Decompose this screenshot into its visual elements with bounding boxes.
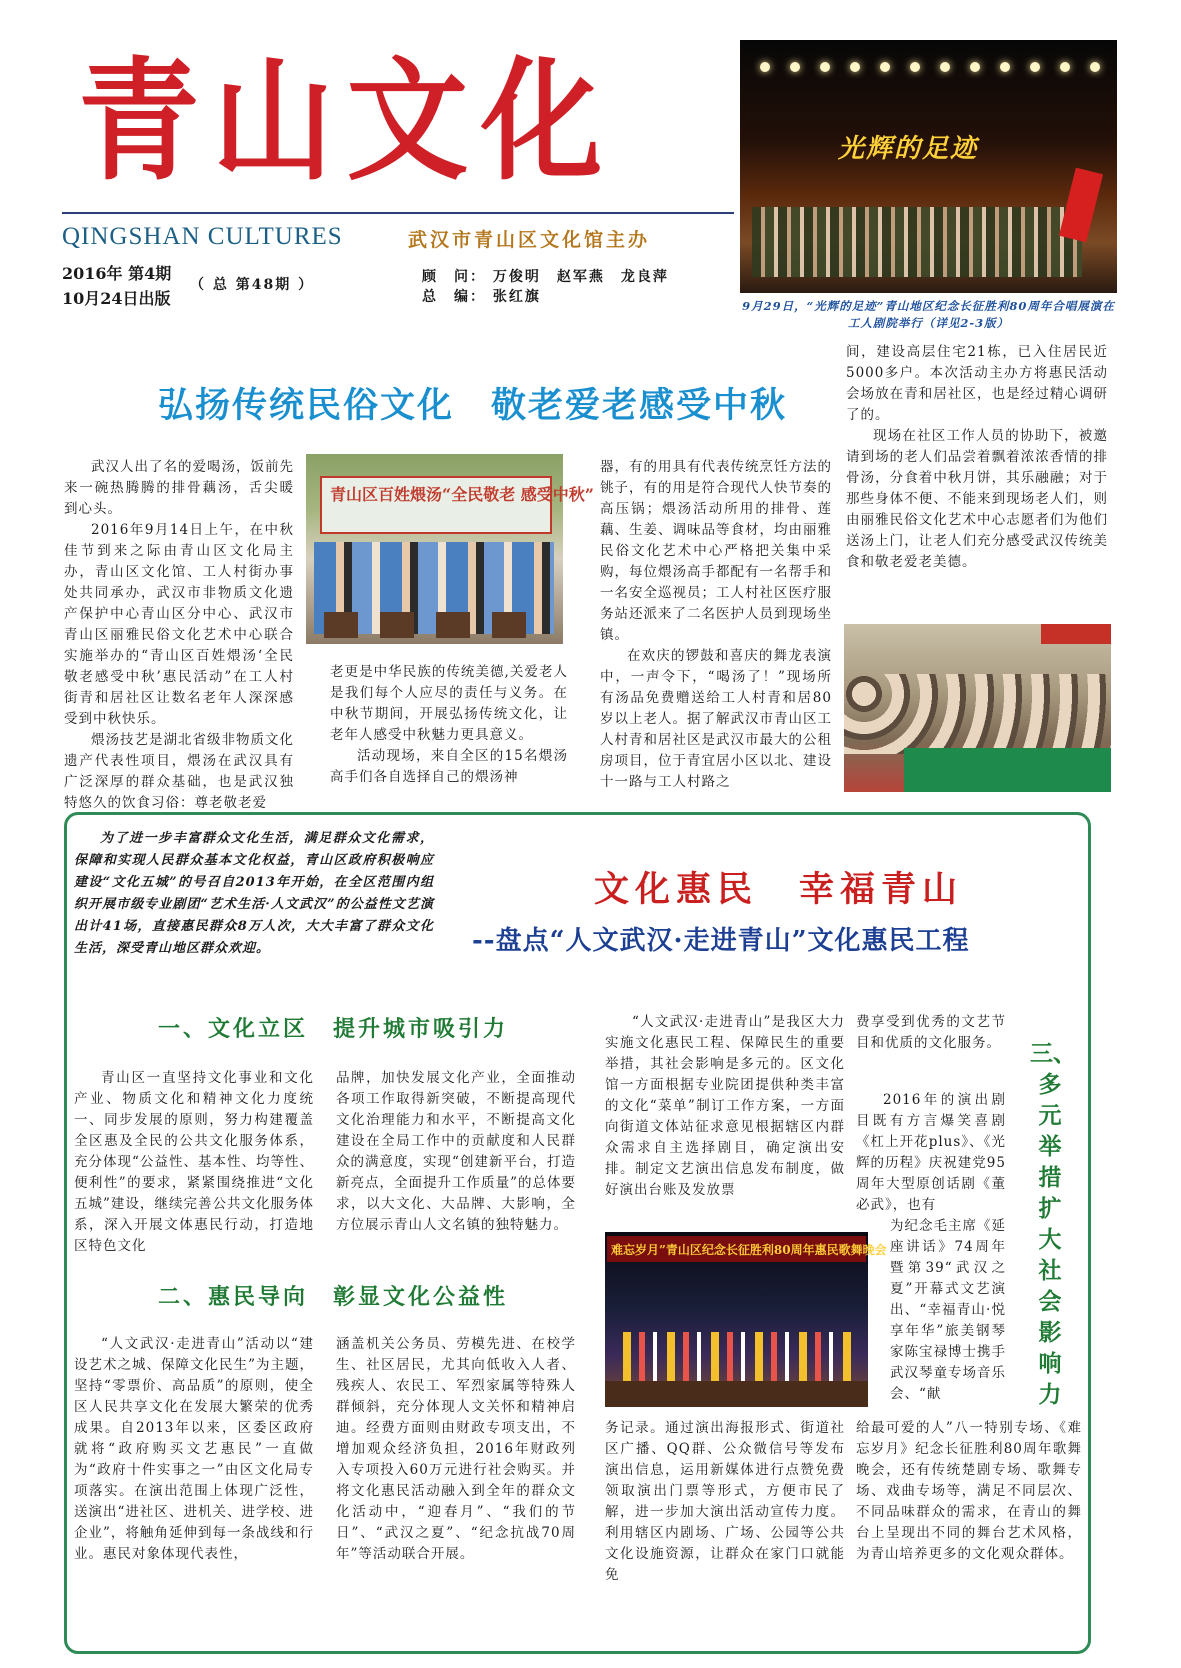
paragraph: 现场在社区工作人员的协助下，被邀请到场的老人们品尝着飘着浓浓香情的排骨汤，分食着中秋月饼，其乐融融；对于那些身体不便、不能来到现场老人们，则由丽雅民俗文化艺术中心志愿者们为他们送汤上门，让老人们充分感受武汉传统美食和敬老爱老美德。	[846, 428, 1108, 570]
dance-photo-banner: 难忘岁月”青山区纪念长征胜利80周年惠民歌舞晚会	[607, 1236, 866, 1262]
stage-photo	[740, 40, 1117, 293]
table	[904, 748, 1111, 792]
section3-col-d-bottom	[856, 1418, 1082, 1565]
paragraph: “人文武汉·走进青山”是我区大力实施文化惠民工程、保障民生的重要举措，其社会影响是多元的。区文化馆一方面根据专业院团提供种类丰富的文化“菜单”制订工作方案，一方面向街道文体站征求意见根据辖区内群众需求自主选择剧目，确定演出安排。制定文艺演出信息发布制度，做好演出台账及发放票	[605, 1014, 845, 1198]
section2-col-a	[74, 1334, 314, 1565]
paragraph: 在欢庆的锣鼓和喜庆的舞龙表演中，一声令下，“喝汤了！”现场所有汤品免费赠送给工人村青和居80岁以上老人。据了解武汉市青山区工人村青和居社区是武汉市最大的公租房项目，位于青宜居小区以北、建设十一路与工人村路之	[600, 648, 832, 790]
section3-col-c-bottom	[605, 1418, 845, 1586]
soup-photo	[306, 454, 594, 644]
chief-editor: 总 编： 张红旗	[422, 289, 541, 305]
total-issue: （ 总 第48期 ）	[190, 277, 315, 293]
red-flag	[1059, 168, 1103, 243]
masthead-rule	[62, 212, 734, 214]
section2-heading: 二、惠民导向 彰显文化公益性	[158, 1284, 509, 1310]
paragraph: 武汉人出了名的爱喝汤，饭前先来一碗热腾腾的排骨藕汤，舌尖暖到心头。	[64, 459, 294, 517]
section3-col-d-top	[856, 1012, 1006, 1054]
section1-col-a	[74, 1068, 314, 1257]
paragraph: 青山区一直坚持文化事业和文化产业、物质文化和精神文化力度统一、同步发展的原则，努力构建覆盖全区惠及全民的公共文化服务体系，充分体现“公益性、基本性、均等性、便利性”的要求，紧紧围绕推进“文化五城”建设，继续完善公共文化服务体系，深入开展文体惠民行动，打造地区特色文化	[74, 1070, 314, 1254]
elders-sign	[1041, 624, 1111, 644]
stage-photo-caption: 9月29日，“光辉的足迹”青山地区纪念长征胜利80周年合唱展演在工人剧院举行（详见2-3版）	[742, 299, 1115, 330]
dance-photo	[605, 1232, 887, 1407]
paragraph: 涵盖机关公务员、劳模先进、在校学生、社区居民，尤其向低收入人者、残疾人、农民工、军烈家属等特殊人群倾斜，充分体现人文关怀和精神启迪。经费方面则由财政专项支出，不增加观众经济负担，2016年财政列入专项投入60万元进行社会购买。并将文化惠民活动融入到全年的群众文化活动中，“迎春月”、“我们的节日”、“武汉之夏”、“纪念抗战70周年”等活动联合开展。	[336, 1336, 576, 1562]
paragraph: 2016年的演出剧目既有方言爆笑喜剧《杠上开花plus》、《光辉的历程》庆祝建党95周年大型原创话剧《董必武》，也有	[856, 1092, 1006, 1213]
english-name: QINGSHAN CULTURES	[62, 223, 343, 250]
masthead-title: 青山文化	[78, 44, 616, 199]
section2-col-b	[336, 1334, 576, 1565]
article1-col1	[64, 457, 294, 814]
paragraph: 2016年9月14日上午，在中秋佳节到来之际由青山区文化局主办，青山区文化馆、工人村街办事处共同承办，武汉市非物质文化遗产保护中心青山区分中心、武汉市青山区丽雅民俗文化艺术中心联合实施举办的“青山区百姓煨汤‘全民敬老感受中秋’惠民活动”在工人村街青和居社区让数名老年人深深感受到中秋快乐。	[64, 522, 294, 727]
article1-col2	[330, 662, 568, 788]
paragraph: 间，建设高层住宅21栋，已入住居民近5000多户。本次活动主办方将惠民活动会场放在青和居社区，也是经过精心调研了的。	[846, 344, 1108, 423]
paragraph: 给最可爱的人”八一特别专场、《难忘岁月》纪念长征胜利80周年歌舞晚会，还有传统楚剧专场、歌舞专场、戏曲专场等，满足不同层次、不同品味群众的需求，在青山的舞台上呈现出不同的舞台艺术风格，为青山培养更多的文化观众群体。	[856, 1420, 1082, 1562]
paragraph: 活动现场，来自全区的15名煨汤高手们各自选择自己的煨汤神	[330, 748, 568, 785]
choir	[752, 207, 1082, 277]
section3-col-c-top	[605, 1012, 845, 1201]
paragraph: 老更是中华民族的传统美德,关爱老人是我们每个人应尽的责任与义务。在中秋节期间，开展弘扬传统文化，让老年人感受中秋魅力更具意义。	[330, 664, 568, 743]
feature-headline: 文化惠民 幸福青山	[594, 869, 964, 910]
section3-heading: 三、多元举措 扩大社会影响力	[1030, 1040, 1085, 1408]
publish-date: 10月24日出版	[62, 289, 171, 308]
article1-col4	[846, 342, 1108, 573]
feature-lead: 为了进一步丰富群众文化生活，满足群众文化需求，保障和实现人民群众基本文化权益，青山区政府积极响应建设“文化五城”的号召自2013年开始，在全区范围内组织开展市级专业剧团“艺术生活·人文武汉”的公益性文艺演出计41场，直接惠民群众8万人次，大大丰富了群众文化生活，深受青山地区群众欢迎。	[74, 831, 434, 956]
advisors: 顾 问： 万俊明 赵军燕 龙良萍	[422, 269, 669, 285]
dancers	[623, 1332, 853, 1382]
feature-subheadline: --盘点“人文武汉·走进青山”文化惠民工程	[472, 926, 970, 956]
elders	[844, 674, 1111, 754]
paragraph: 务记录。通过演出海报形式、街道社区广播、QQ群、公众微信号等发布演出信息，运用新媒体进行点赞免费领取演出门票等形式，方便市民了解，进一步加大演出活动宣传力度。利用辖区内剧场、广场、公园等公共文化设施资源，让群众在家门口就能免	[605, 1420, 845, 1583]
paragraph: 费享受到优秀的文艺节目和优质的文化服务。	[856, 1014, 1006, 1051]
article1-headline: 弘扬传统民俗文化 敬老爱老感受中秋	[158, 385, 788, 426]
paragraph: 煨汤技艺是湖北省级非物质文化遗产代表性项目，煨汤在武汉具有广泛深厚的群众基础，也是武汉独特悠久的饮食习俗：尊老敬老爱	[64, 732, 294, 811]
stage-floor	[605, 1381, 868, 1407]
stage-lights	[760, 62, 1100, 92]
soup-photo-banner: 青山区百姓煨汤“全民敬老 感受中秋”	[320, 476, 552, 534]
paragraph: 器，有的用具有代表传统烹饪方法的铫子，有的用是符合现代人快节奏的高压锅；煨汤活动所用的排骨、莲藕、生姜、调味品等食材，均由丽雅民俗文化艺术中心严格把关集中采购，每位煨汤高手都配有一名帮手和一名安全巡视员；工人村社区医疗服务站还派来了二名医护人员到现场坐镇。	[600, 459, 832, 643]
paragraph: “人文武汉·走进青山”活动以“建设艺术之城、保障文化民生”为主题，坚持“零票价、高品质”的原则，使全区人民共享文化在发展大繁荣的优秀成果。自2013年以来，区委区政府就将“政府购买文艺惠民”一直做为“政府十件实事之一”由区文化局专项落实。在演出范围上体现广泛性，送演出“进社区、进机关、进学校、进企业”，将触角延伸到每一条战线和行业。惠民对象体现代表性，	[74, 1336, 314, 1562]
section1-col-b	[336, 1068, 576, 1236]
publisher: 武汉市青山区文化馆主办	[408, 229, 651, 251]
article1-col3	[600, 457, 832, 793]
section3-col-d-mid1	[856, 1090, 1006, 1216]
paragraph: 为纪念毛主席《延座讲话》74周年暨第39“武汉之夏”开幕式文艺演出、“幸福青山·悦享年华”旅美钢琴家陈宝禄博士携手武汉琴童专场音乐会、“献	[890, 1218, 1006, 1402]
section1-heading: 一、文化立区 提升城市吸引力	[158, 1016, 509, 1042]
issue-number: 2016年 第4期	[62, 264, 172, 283]
stage-banner: 光辉的足迹	[838, 134, 979, 164]
elders-photo	[844, 624, 1111, 792]
paragraph: 品牌，加快发展文化产业，全面推动各项工作取得新突破，不断提高现代文化治理能力和水平，不断提高文化建设在全局工作中的贡献度和人民群众的满意度，实现“创建新平台，打造新亮点，全面提升工作质量”的总体要求，以大文化、大品牌、大影响，全方位展示青山人文名镇的独特魅力。	[336, 1070, 576, 1233]
section3-col-d-mid2	[890, 1216, 1006, 1405]
soup-pots	[324, 612, 544, 638]
